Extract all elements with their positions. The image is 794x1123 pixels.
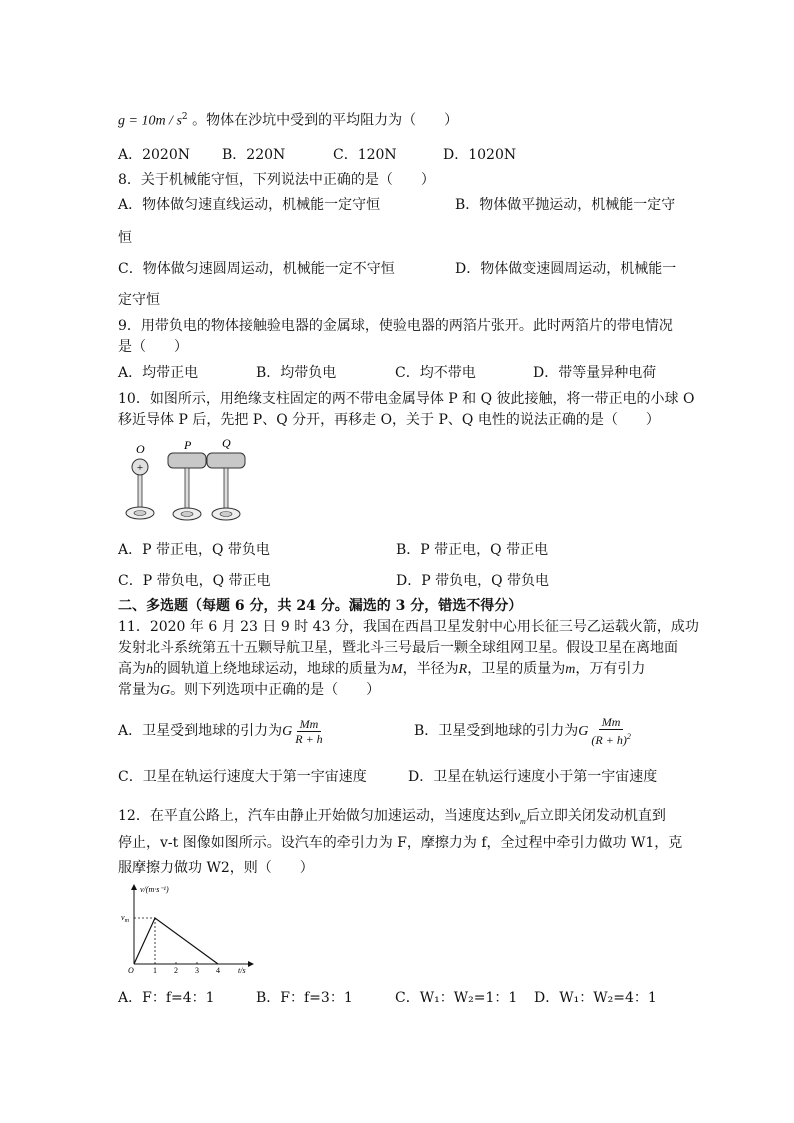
q10-label-o: O [136,442,145,456]
q12-stem-line1: 12．在平直公路上，汽车由静止开始做匀加速运动，当速度达到$v_m$后立即关闭发动机直到 [118,808,666,826]
q7-g-value: g = 10m / s [118,113,182,129]
q12-stem-line3: 服摩擦力做功 W2，则（ ） [118,860,314,876]
q12-option-b[interactable]: B．F：f=3：1 [256,990,353,1006]
q11-stem-line2: 发射北斗系统第五十五颗导航卫星，暨北斗三号最后一颗全球组网卫星。假设卫星在离地面 [118,640,678,656]
q12-option-c[interactable]: C．W₁：W₂=1：1 [395,990,518,1006]
q12-vt-graph [118,882,258,974]
q12-xtick-3: 3 [195,966,199,974]
q10-plus-sign: + [136,462,144,474]
q11-option-b-fraction: $\frac{Mm}{(R + h)^2}$ [591,715,631,747]
q9-option-c[interactable]: C．均不带电 [395,365,476,381]
q7-option-b[interactable]: B．220N [222,147,286,163]
q12-x-label: t/s [238,966,246,974]
q11-stem-line1: 11．2020 年 6 月 23 日 9 时 43 分，我国在西昌卫星发射中心用长征三号乙运载火箭，成功 [118,619,699,635]
q8-option-a[interactable]: A．物体做匀速直线运动，机械能一定守恒 [118,197,381,213]
q7-option-a[interactable]: A．2020N [118,147,190,163]
q9-option-d[interactable]: D．带等量异种电荷 [533,365,657,381]
q9-stem-line2: 是（ ） [118,339,188,355]
q8-option-b[interactable]: B．物体做平抛运动，机械能一定守 [455,197,676,213]
q11-option-c[interactable]: C．卫星在轨运行速度大于第一宇宙速度 [118,769,367,785]
q11-option-a-fraction: $\frac{Mm}{R + h}$ [295,716,323,746]
q11-stem-line3: 高为h的圆轨道上绕地球运动，地球的质量为M，半径为R，卫星的质量为m，万有引力 [118,661,646,677]
q10-option-d[interactable]: D．P 带负电，Q 带负电 [396,573,550,589]
q11-option-b[interactable]: B．卫星受到地球的引力为G $\frac{Mm}{(R + h)^2}$ [414,714,634,749]
q8-option-d-cont: 定守恒 [118,292,160,308]
q7-stem-tail: $g = 10m / s^2$ 。物体在沙坑中受到的平均阻力为（ ） [118,112,459,129]
q12-option-a[interactable]: A．F：f=4：1 [118,990,215,1006]
q10-option-b[interactable]: B．P 带正电，Q 带正电 [396,542,549,558]
q10-stem-line1: 10．如图所示，用绝缘支柱固定的两不带电金属导体 P 和 Q 彼此接触，将一带正电的小球 O [118,391,695,407]
q11-option-a[interactable]: A．卫星受到地球的引力为G $\frac{Mm}{R + h}$ [118,714,326,749]
q7-option-d[interactable]: D．1020N [443,147,517,163]
q12-origin-label: O [128,966,134,974]
q9-option-b[interactable]: B．均带负电 [256,365,337,381]
q11-stem-line4: 常量为G。则下列选项中正确的是（ ） [118,682,381,698]
q12-vt-line [134,918,218,964]
q8-option-c[interactable]: C．物体做匀速圆周运动，机械能一定不守恒 [118,261,395,277]
q7-option-c[interactable]: C．120N [333,147,397,163]
q10-label-q: Q [222,436,231,450]
q10-conductor-q [207,453,245,468]
q12-y-label: v/(m·s⁻¹) [140,885,169,894]
q12-vm-label: $v_m$ [121,913,129,924]
q9-stem-line1: 9．用带负电的物体接触验电器的金属球，使验电器的两箔片张开。此时两箔片的带电情况 [118,318,673,334]
q12-option-d[interactable]: D．W₁：W₂=4：1 [534,990,657,1006]
q12-stem-line2: 停止，v-t 图像如图所示。设汽车的牵引力为 F，摩擦力为 f，全过程中牵引力做功 W1，克 [118,835,683,851]
q9-option-a[interactable]: A．均带正电 [118,365,199,381]
q12-xtick-4: 4 [216,966,220,974]
q10-stem-line2: 移近导体 P 后，先把 P、Q 分开，再移走 O，关于 P、Q 电性的说法正确的是（ ） [118,412,660,428]
q10-conductor-p [168,453,206,468]
q10-option-c[interactable]: C．P 带负电，Q 带正电 [118,573,271,589]
q11-option-d[interactable]: D．卫星在轨运行速度小于第一宇宙速度 [408,769,658,785]
q10-figure-conductors [118,435,268,527]
q8-option-b-cont: 恒 [118,230,132,246]
q8-option-d[interactable]: D．物体做变速圆周运动，机械能一 [455,261,677,277]
q8-stem: 8．关于机械能守恒，下列说法中正确的是（ ） [118,172,435,188]
section-2-heading: 二、多选题（每题 6 分，共 24 分。漏选的 3 分，错选不得分） [118,598,523,614]
q10-label-p: P [184,438,192,452]
q10-option-a[interactable]: A．P 带正电，Q 带负电 [118,542,270,558]
q12-xtick-1: 1 [153,966,157,974]
q12-xtick-2: 2 [174,966,178,974]
